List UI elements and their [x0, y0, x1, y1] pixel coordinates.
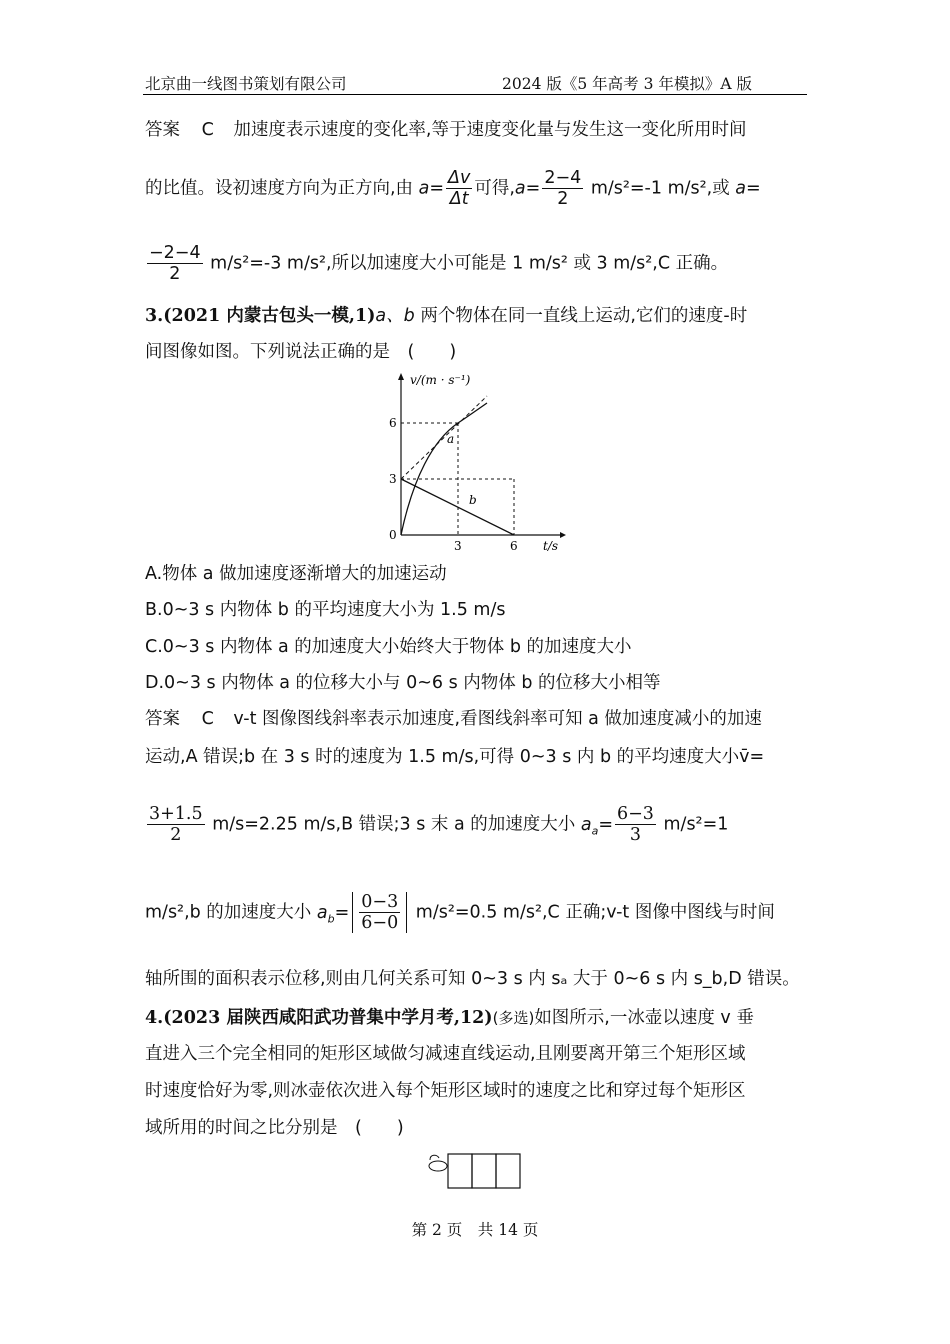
- rect-region-2: [472, 1154, 496, 1188]
- math-a: a=: [418, 178, 445, 199]
- fraction: [359, 892, 400, 933]
- fraction-num: 0−3: [361, 892, 399, 912]
- answer-text: m/s=2.25 m/s,B 错误;3 s 末 a 的加速度大小: [206, 814, 581, 835]
- answer-text: m/s²=1: [657, 814, 729, 835]
- curling-figure: [425, 1150, 525, 1192]
- header-rule: [143, 94, 807, 95]
- question-text: 如图所示,一冰壶以速度 v 垂: [534, 1008, 754, 1028]
- q2-answer-line3: [145, 243, 728, 284]
- q3-answer-line3: [145, 804, 728, 845]
- fraction-den: 2: [557, 189, 569, 209]
- answer-label: 答案: [145, 120, 180, 140]
- y-tick-6: 6: [389, 416, 397, 430]
- absolute-value: [352, 892, 407, 933]
- fraction-den: 2: [169, 264, 181, 284]
- question-text: 两个物体在同一直线上运动,它们的速度-时: [414, 306, 748, 326]
- fraction: [542, 168, 583, 209]
- y-tick-3: 3: [389, 472, 397, 486]
- q3-answer-line1: [145, 707, 762, 731]
- fraction-num: 2−4: [544, 168, 582, 188]
- q3-option-a: A.物体 a 做加速度逐渐增大的加速运动: [145, 564, 447, 584]
- subscript: a: [591, 824, 599, 837]
- answer-text: 的比值。设初速度方向为正方向,由: [145, 178, 419, 199]
- q4-stem-line1: [145, 1006, 754, 1030]
- x-axis-arrow: [560, 532, 566, 538]
- math-a: a=: [514, 178, 541, 199]
- question-text: a、b: [375, 306, 415, 326]
- fraction-den: 6−0: [361, 913, 399, 933]
- q3-option-b: B.0~3 s 内物体 b 的平均速度大小为 1.5 m/s: [145, 600, 506, 620]
- header-right: 2024 版《5 年高考 3 年模拟》A 版: [502, 75, 752, 93]
- fraction-den: 2: [170, 825, 182, 845]
- fraction: [147, 804, 205, 845]
- x-tick-3: 3: [454, 539, 462, 553]
- q3-answer-line2: 运动,A 错误;b 在 3 s 时的速度为 1.5 m/s,可得 0~3 s 内 b 的平均速度大小v̄=: [145, 747, 765, 767]
- vt-graph: [385, 368, 570, 553]
- question-number: 3.: [145, 306, 164, 326]
- q3-answer-line5: 轴所围的面积表示位移,则由几何关系可知 0~3 s 内 sₐ 大于 0~6 s 内 s_b,D 错误。: [145, 969, 800, 989]
- q3-stem-line2: 间图像如图。下列说法正确的是 ( ): [145, 342, 457, 362]
- answer-text: m/s²=0.5 m/s²,C 正确;v-t 图像中图线与时间: [410, 902, 775, 923]
- q4-stem-line3: 时速度恰好为零,则冰壶依次进入每个矩形区域时的速度之比和穿过每个矩形区: [145, 1081, 746, 1101]
- answer-text: m/s²=-3 m/s²,所以加速度大小可能是 1 m/s² 或 3 m/s²,C 正确。: [204, 253, 729, 274]
- fraction-num: Δv: [448, 168, 471, 188]
- subscript: b: [327, 912, 335, 925]
- curling-stone-icon: [429, 1155, 447, 1171]
- y-axis-arrow: [398, 373, 404, 380]
- rect-region-1: [448, 1154, 472, 1188]
- math-a: a=: [735, 178, 761, 199]
- answer-choice: C: [201, 709, 214, 729]
- question-source: (2021 内蒙古包头一模,1): [163, 306, 376, 326]
- answer-text: 加速度表示速度的变化率,等于速度变化量与发生这一变化所用时间: [233, 120, 747, 140]
- answer-label: 答案: [145, 709, 180, 729]
- q4-stem-line4: 域所用的时间之比分别是 ( ): [145, 1118, 404, 1138]
- fraction: [615, 804, 656, 845]
- q3-stem-line1: [145, 304, 747, 328]
- x-axis-label: t/s: [543, 539, 559, 553]
- fraction-num: 6−3: [617, 804, 654, 824]
- x-tick-6: 6: [510, 539, 518, 553]
- fraction-num: 3+1.5: [149, 804, 203, 824]
- answer-text: m/s²,b 的加速度大小: [145, 902, 317, 923]
- question-tag: (多选): [492, 1009, 535, 1027]
- tangent-line: [401, 396, 487, 479]
- fraction-num: −2−4: [149, 243, 201, 263]
- question-source: (2023 届陕西咸阳武功普集中学月考,12): [163, 1008, 493, 1028]
- math-a: $a_b=$: [316, 902, 350, 925]
- answer-choice: C: [201, 120, 214, 140]
- fraction-dv-dt: [446, 168, 472, 209]
- fraction-den: 3: [629, 825, 642, 845]
- question-number: 4.: [145, 1008, 164, 1028]
- q3-option-c: C.0~3 s 内物体 a 的加速度大小始终大于物体 b 的加速度大小: [145, 637, 632, 657]
- page-footer: 第 2 页 共 14 页: [411, 1221, 539, 1239]
- y-axis-label: v/(m · s⁻¹): [410, 373, 471, 387]
- fraction: [147, 243, 203, 284]
- fraction-den: Δt: [449, 189, 469, 209]
- q3-option-d: D.0~3 s 内物体 a 的位移大小与 0~6 s 内物体 b 的位移大小相等: [145, 673, 661, 693]
- answer-text: m/s²=-1 m/s²,或: [585, 178, 736, 199]
- line-b-label: b: [469, 493, 477, 507]
- q2-answer-line1: [145, 118, 746, 142]
- q4-stem-line2: 直进入三个完全相同的矩形区域做匀减速直线运动,且刚要离开第三个矩形区域: [145, 1044, 746, 1064]
- q2-answer-line2: [145, 168, 761, 209]
- origin-label: 0: [389, 528, 397, 542]
- curve-a-label: a: [447, 432, 455, 446]
- math-a: $a_a=$: [580, 814, 613, 837]
- rect-region-3: [496, 1154, 520, 1188]
- header-left: 北京曲一线图书策划有限公司: [145, 75, 347, 93]
- answer-text: 可得,: [474, 178, 515, 199]
- answer-text: v-t 图像图线斜率表示加速度,看图线斜率可知 a 做加速度减小的加速: [233, 709, 762, 729]
- q3-answer-line4: [145, 892, 775, 933]
